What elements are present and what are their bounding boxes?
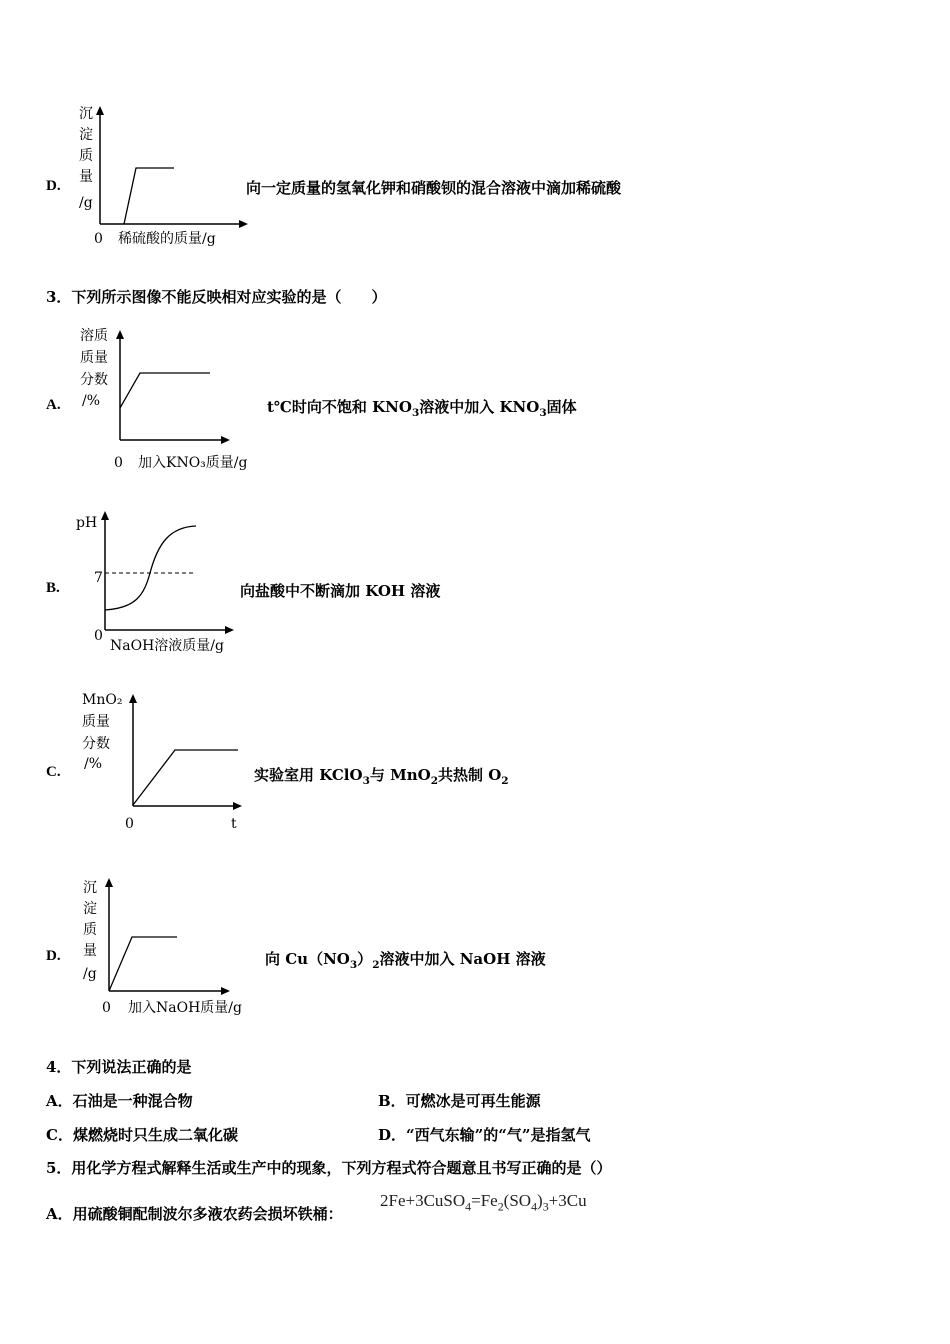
q3-b-xlabel: NaOH溶液质量/g <box>110 638 224 654</box>
q3-b-desc: 向盐酸中不断滴加 KOH 溶液 <box>240 582 441 600</box>
q3-c-curve <box>133 750 238 805</box>
q4-option-c: C．煤燃烧时只生成二氧化碳 <box>46 1126 238 1144</box>
q5-option-a: A．用硫酸铜配制波尔多液农药会损坏铁桶： <box>46 1205 343 1223</box>
q3-d-ylabel-2: 淀 <box>83 901 97 917</box>
q2-d-graph <box>70 100 260 250</box>
q3-d-origin: 0 <box>102 1000 111 1016</box>
q4-option-d: D．“西气东输”的“气”是指氢气 <box>378 1126 591 1144</box>
q3-a-ylabel-3: 分数 <box>80 372 108 388</box>
q3-b-graph <box>74 505 254 657</box>
q3-b-label: B. <box>46 580 60 596</box>
q3-d-ylabel-1: 沉 <box>83 880 97 896</box>
q5-stem: 5．用化学方程式解释生活或生产中的现象，下列方程式符合题意且书写正确的是（） <box>46 1159 612 1177</box>
q2-d-label: D. <box>46 178 61 194</box>
q2-d-ylabel-1: 沉 <box>79 106 93 122</box>
q3-d-y-arrow <box>105 878 113 887</box>
q3-b-seven: 7 <box>94 570 103 586</box>
q3-d-desc: 向 $Cu(NO_3)_2$溶液中加入 NaOH 溶液 <box>265 950 546 971</box>
q3-a-origin: 0 <box>114 455 123 471</box>
q3-a-ylabel-1: 溶质 <box>80 328 108 344</box>
q3-a-curve <box>120 373 210 408</box>
q3-c-y-arrow <box>129 694 137 703</box>
q3-a-ylabel-4: /% <box>82 393 101 409</box>
q2-d-ylabel-4: 量 <box>79 169 93 185</box>
q3-c-x-arrow <box>233 802 242 810</box>
q2-d-ylabel-2: 淀 <box>79 127 93 143</box>
q3-d-curve <box>109 937 177 991</box>
q2-d-x-arrow <box>239 220 248 228</box>
q3-c-ylabel-2: 质量 <box>82 714 110 730</box>
q2-d-ylabel-3: 质 <box>79 148 93 164</box>
q4-stem: 4．下列说法正确的是 <box>46 1058 192 1076</box>
q3-d-ylabel-3: 质 <box>83 922 97 938</box>
q5-equation: $2Fe+3CuSO_4=Fe_2(SO_4)_3+3Cu$ <box>380 1191 587 1214</box>
q3-a-label: A. <box>46 397 61 413</box>
q2-d-y-arrow <box>96 106 104 115</box>
q3-stem: 3．下列所示图像不能反映相对应实验的是（ ） <box>46 288 387 306</box>
q3-a-x-arrow <box>221 436 230 444</box>
q3-a-ylabel-2: 质量 <box>80 350 108 366</box>
q3-b-y-arrow <box>101 511 109 520</box>
q3-d-graph <box>74 872 264 1022</box>
q2-d-xlabel: 稀硫酸的质量/g <box>118 231 216 247</box>
q3-c-graph <box>76 686 256 836</box>
q2-d-origin: 0 <box>94 231 103 247</box>
q2-d-ylabel-5: /g <box>79 195 93 211</box>
q3-c-ylabel-4: /% <box>84 756 103 772</box>
q3-c-xlabel: t <box>231 816 237 832</box>
q3-a-y-arrow <box>116 330 124 339</box>
q3-b-origin: 0 <box>94 628 103 644</box>
q3-c-desc: 实验室用 KClO$_3$与 MnO$_2$共热制 $O_2$ <box>254 766 509 787</box>
q3-a-desc: t℃时向不饱和 $KNO_3$溶液中加入 $KNO_3$固体 <box>267 398 577 419</box>
q4-option-a: A．石油是一种混合物 <box>46 1092 193 1110</box>
q3-d-xlabel: 加入NaOH质量/g <box>128 1000 242 1016</box>
q3-d-label: D. <box>46 948 61 964</box>
q3-d-ylabel-5: /g <box>83 966 97 982</box>
q3-b-ylabel: pH <box>76 515 98 531</box>
q3-c-ylabel-3: 分数 <box>82 736 110 752</box>
q4-option-b: B．可燃冰是可再生能源 <box>378 1092 541 1110</box>
q3-c-ylabel-1: MnO₂ <box>82 692 123 708</box>
q2-d-desc: 向一定质量的氢氧化钾和硝酸钡的混合溶液中滴加稀硫酸 <box>246 179 622 197</box>
q3-d-x-arrow <box>221 987 230 995</box>
q3-c-origin: 0 <box>125 816 134 832</box>
q3-a-xlabel: 加入KNO₃质量/g <box>138 455 248 471</box>
q3-a-graph <box>74 322 274 474</box>
q3-d-ylabel-4: 量 <box>83 943 97 959</box>
q3-b-curve <box>105 526 196 610</box>
q3-b-x-arrow <box>225 626 234 634</box>
q3-c-label: C. <box>46 764 61 780</box>
q2-d-curve <box>124 168 174 224</box>
